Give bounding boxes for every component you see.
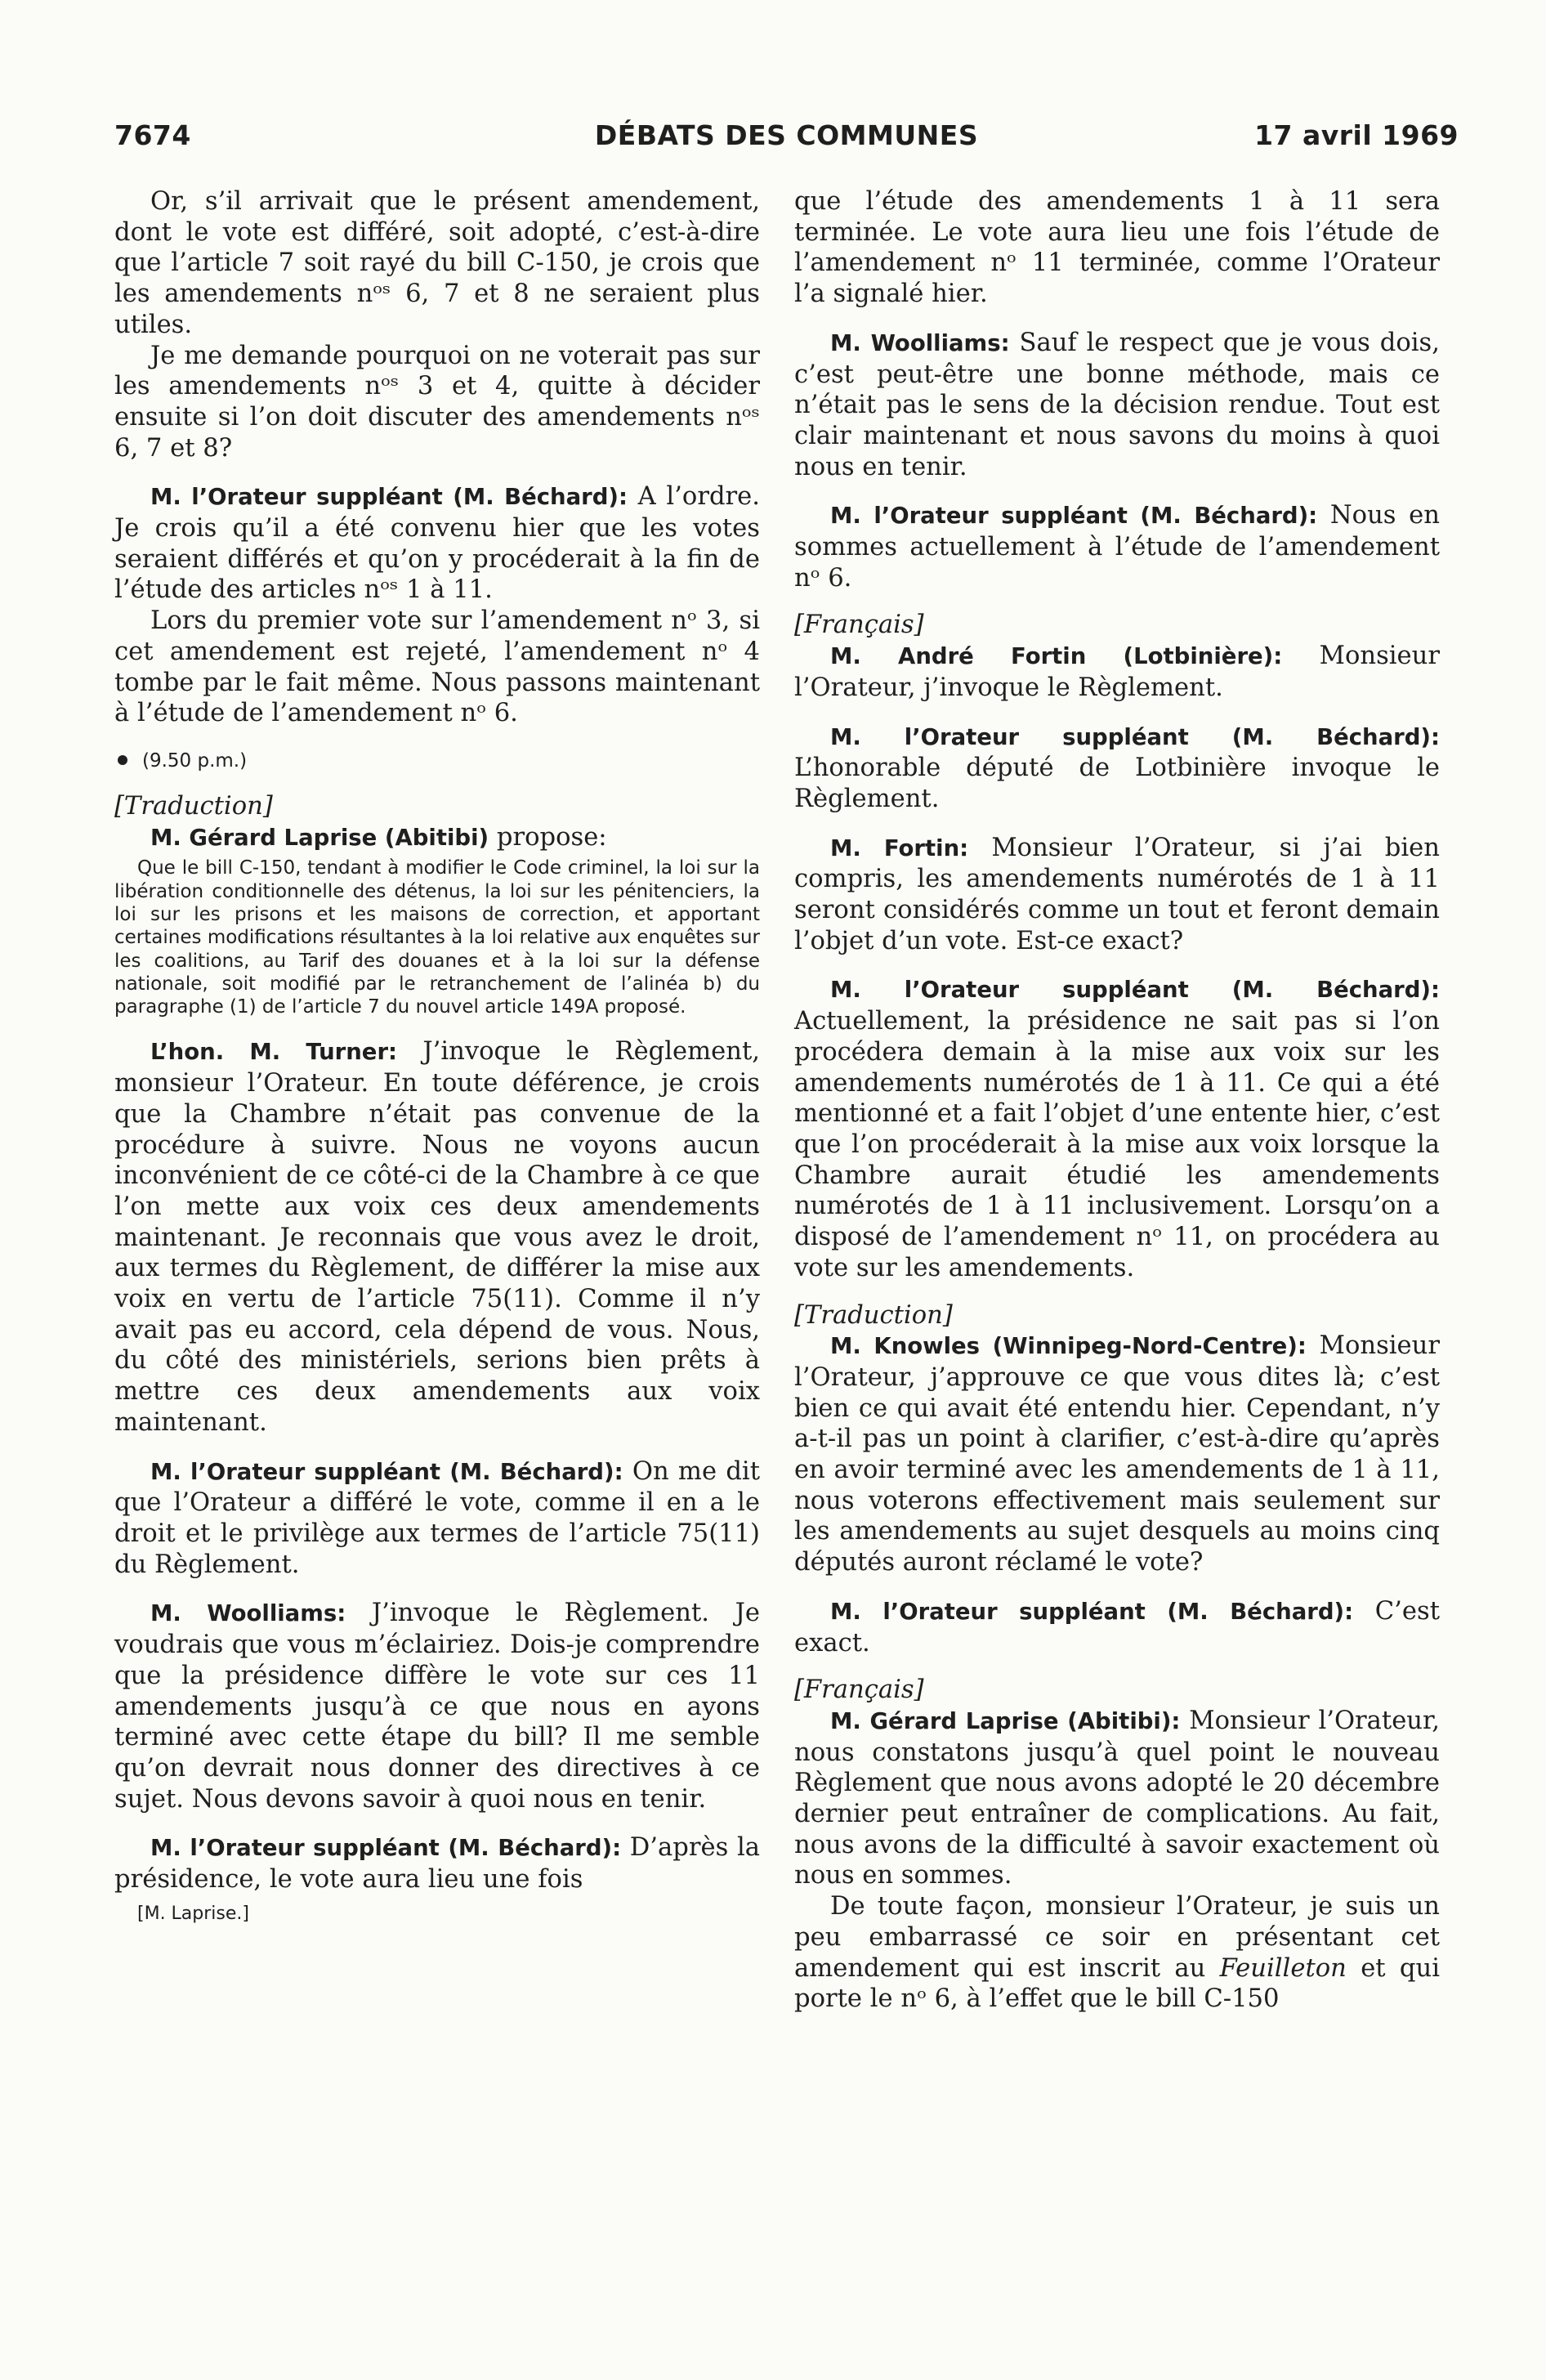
speech bbox=[114, 1832, 760, 1895]
language-marker: [Traduction] bbox=[114, 791, 273, 821]
speech-text: Monsieur l’Orateur, si j’ai bien compris, les amendements numérotés de 1 à 11 seront considérés comme un tout et feront demain l’objet d’un vote. Est-ce exact? bbox=[794, 833, 1440, 955]
paragraph: que l’étude des amendements 1 à 11 sera terminée. Le vote aura lieu une fois l’étude de l’amendement nᵒ 11 terminée, comme l’Orateur l’a signalé hier. bbox=[794, 187, 1440, 309]
paragraph: Or, s’il arrivait que le présent amendement, dont le vote est différé, soit adopté, c’est-à-dire que l’article 7 soit rayé du bill C-150, je crois que les amendements nᵒˢ 6, 7 et 8 ne seraient plus utiles. bbox=[114, 187, 760, 339]
speech bbox=[794, 328, 1440, 483]
speaker-name: M. l’Orateur suppléant (M. Béchard): bbox=[830, 1598, 1354, 1625]
speaker-name: M. l’Orateur suppléant (M. Béchard): bbox=[150, 1835, 622, 1862]
publication-title: Feuilleton bbox=[1219, 1953, 1347, 1983]
speech-text: On me dit que l’Orateur a différé le vote, comme il en a le droit et le privilège aux termes de l’article 75(11) du Règlement. bbox=[114, 1456, 760, 1579]
speech bbox=[794, 974, 1440, 1283]
speaker-name: M. Woolliams: bbox=[830, 329, 1010, 356]
speech bbox=[114, 822, 760, 854]
language-marker: [Traduction] bbox=[794, 1300, 953, 1330]
speech bbox=[794, 722, 1440, 815]
time-text: (9.50 p.m.) bbox=[142, 749, 248, 772]
speaker-name: M. Knowles (Winnipeg-Nord-Centre): bbox=[830, 1333, 1307, 1360]
page-header bbox=[114, 119, 1459, 160]
language-marker: [Français] bbox=[794, 611, 924, 640]
footer-speaker-note: [M. Laprise.] bbox=[137, 1903, 249, 1924]
paragraph: Je me demande pourquoi on ne voterait pas sur les amendements nᵒˢ 3 et 4, quitte à décider ensuite si l’on doit discuter des amendements nᵒˢ 6, 7 et 8? bbox=[114, 341, 760, 463]
speaker-name: M. l’Orateur suppléant (M. Béchard): bbox=[830, 977, 1440, 1004]
speech bbox=[794, 1331, 1440, 1578]
speaker-name: M. Woolliams: bbox=[150, 1600, 346, 1627]
speech-text: J’invoque le Règlement. Je voudrais que vous m’éclairiez. Dois-je comprendre que la présidence diffère le vote sur ces 11 amendements jusqu’à ce que nous en ayons terminé avec cette étape du bill? Il me semble qu’on devrait nous donner des directives à ce sujet. Nous devons savoir à quoi nous en tenir. bbox=[114, 1599, 760, 1814]
speaker-name: M. Gérard Laprise (Abitibi): bbox=[830, 1707, 1181, 1734]
paragraph: Lors du premier vote sur l’amendement nᵒ 3, si cet amendement est rejeté, l’amendement nᵒ 4 tombe par le fait même. Nous passons maintenant à l’étude de l’amendement nᵒ 6. bbox=[114, 606, 760, 728]
speech bbox=[114, 481, 760, 606]
right-column bbox=[794, 186, 1440, 2015]
left-column bbox=[114, 186, 760, 1924]
language-marker: [Français] bbox=[794, 1675, 924, 1705]
speaker-name: L’hon. M. Turner: bbox=[150, 1039, 398, 1066]
speech-text: propose: bbox=[496, 822, 607, 852]
bullet-icon bbox=[118, 755, 127, 765]
speaker-name: M. l’Orateur suppléant (M. Béchard): bbox=[150, 484, 628, 511]
page-date: 17 avril 1969 bbox=[1254, 119, 1459, 151]
speech-text: Sauf le respect que je vous dois, c’est peut-être une bonne méthode, mais ce n’était pas le sens de la décision rendue. Tout est clair maintenant et nous savons du moins à quoi nous en tenir. bbox=[794, 328, 1440, 481]
speech bbox=[794, 1706, 1440, 1891]
motion-text: Que le bill C-150, tendant à modifier le Code criminel, la loi sur la libération conditionnelle des détenus, la loi sur les pénitenciers, la loi sur les prisons et les maisons de correction, et apportant certaines modifications résultantes à la loi relative aux enquêtes sur les coalitions, au Tarif des douanes et à la loi sur la défense nationale, soit modifié par le retranchement de l’alinéa b) du paragraphe (1) de l’article 7 du nouvel article 149A proposé. bbox=[114, 857, 760, 1018]
text: De toute façon, monsieur l’Orateur, je suis un peu embarrassé ce soir en présentant cet amendement qui est inscrit au bbox=[794, 1892, 1440, 1983]
speech bbox=[794, 1596, 1440, 1658]
speech bbox=[794, 500, 1440, 593]
page-number: 7674 bbox=[114, 119, 191, 151]
speaker-name: M. Gérard Laprise (Abitibi) bbox=[150, 824, 489, 851]
speech bbox=[794, 833, 1440, 957]
paragraph bbox=[794, 1891, 1440, 2015]
speech-text: D’après la présidence, le vote aura lieu une fois bbox=[114, 1833, 760, 1895]
speech bbox=[114, 1598, 760, 1814]
text: et qui porte le nᵒ 6, à l’effet que le bill C-150 bbox=[794, 1953, 1440, 2014]
speech-text: J’invoque le Règlement, monsieur l’Orateur. En toute déférence, je crois que la Chambre n’était pas convenue de la procédure à suivre. Nous ne voyons aucun inconvénient de ce côté-ci de la Chambre à ce que l’on mette aux voix ces deux amendements maintenant. Je reconnais que vous avez le droit, aux termes du Règlement, de différer la mise aux voix en vertu de l’article 75(11). Comme il n’y avait pas eu accord, cela dépend de vous. Nous, du côté des ministériels, serions bien prêts à mettre ces deux amendements aux voix maintenant. bbox=[114, 1037, 760, 1437]
speaker-name: M. l’Orateur suppléant (M. Béchard): bbox=[830, 503, 1318, 530]
speech-text: Nous en sommes actuellement à l’étude de l’amendement nᵒ 6. bbox=[794, 501, 1440, 593]
speaker-name: M. l’Orateur suppléant (M. Béchard): bbox=[830, 723, 1440, 750]
time-stamp bbox=[114, 747, 760, 775]
speech-text: A l’ordre. Je crois qu’il a été convenu hier que les votes seraient différés et qu’on y procéderait à la fin de l’étude des articles nᵒˢ 1 à 11. bbox=[114, 482, 760, 605]
speech-text: Monsieur l’Orateur, j’approuve ce que vous dites là; c’est bien ce qui avait été entendu hier. Cependant, n’y a-t-il pas un point à clarifier, c’est-à-dire qu’après en avoir terminé avec les amendements de 1 à 11, nous voterons effectivement mais seulement sur les amendements au sujet desquels au moins cinq députés auront réclamé le vote? bbox=[794, 1331, 1440, 1577]
speech-text: Monsieur l’Orateur, j’invoque le Règlement. bbox=[794, 642, 1440, 702]
page-title: DÉBATS DES COMMUNES bbox=[594, 119, 979, 151]
speech-text: Actuellement, la présidence ne sait pas si l’on procédera demain à la mise aux voix sur les amendements numérotés de 1 à 11. Ce qui a été mentionné et a fait l’objet d’une entente hier, c’est que l’on procéderait à la mise aux voix lorsque la Chambre aurait étudié les amendements numérotés de 1 à 11 inclusivement. Lorsqu’on a disposé de l’amendement nᵒ 11, on procédera au vote sur les amendements. bbox=[794, 1007, 1440, 1282]
speech bbox=[114, 1456, 760, 1581]
speaker-name: M. l’Orateur suppléant (M. Béchard): bbox=[150, 1458, 623, 1485]
speech-text: Monsieur l’Orateur, nous constatons jusqu’à quel point le nouveau Règlement que nous avons adopté le 20 décembre dernier peut entraîner de complications. Au fait, nous avons de la difficulté à savoir exactement où nous en sommes. bbox=[794, 1706, 1440, 1890]
speech-text: C’est exact. bbox=[794, 1596, 1440, 1658]
speech-text: L’honorable député de Lotbinière invoque le Règlement. bbox=[794, 754, 1440, 813]
speech bbox=[114, 1036, 760, 1438]
speaker-name: M. André Fortin (Lotbinière): bbox=[830, 643, 1283, 670]
speech bbox=[794, 641, 1440, 703]
speaker-name: M. Fortin: bbox=[830, 834, 969, 861]
